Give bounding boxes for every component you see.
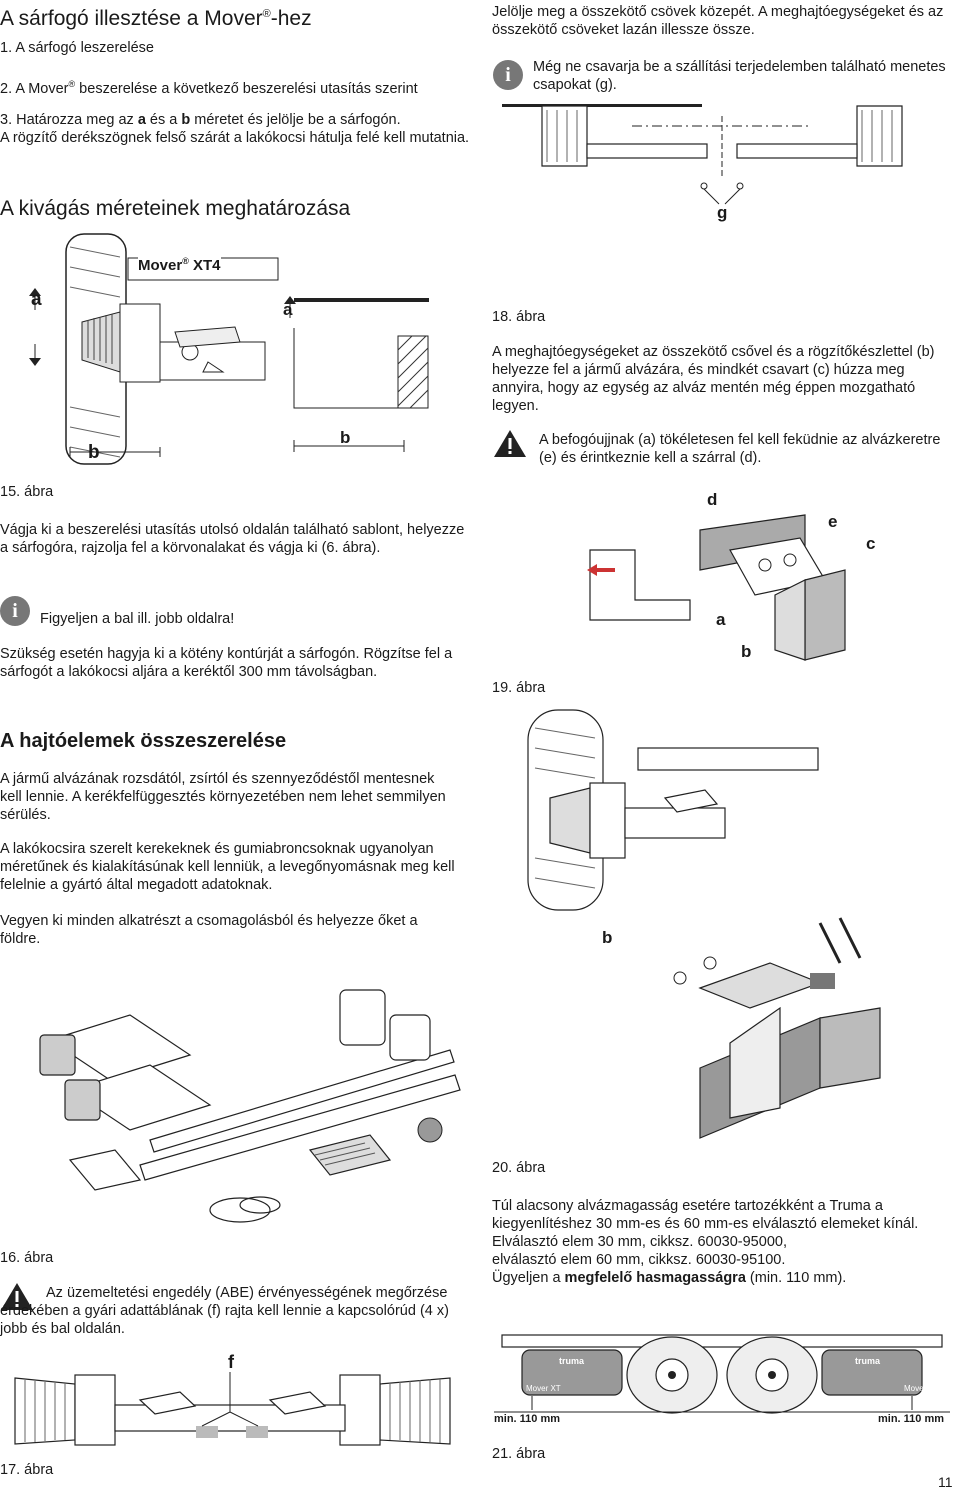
para-wheels: A lakókocsira szerelt kerekeknek és gumiabroncsoknak ugyanolyan méretűnek és kialakításúnak kell lenniük, a levegőnyomásnak meg kell felelnie a gyártó által megadott adatoknak. (0, 841, 455, 893)
figure-16-illustration (10, 980, 465, 1230)
fig19-caption: 19. ábra (492, 680, 546, 696)
fig19-label-d: d (707, 490, 718, 509)
para-low-clearance: Túl alacsony alvázmagasság esetére tartozékként a Truma a kiegyenlítéshez 30 mm-es és 60 mm-es elválasztó elemeket kínál. Elválasztó elem 30 mm, cikksz. 60030-95000, elválasztó elem 60 mm, cikksz. 60030-95100. Ügyeljen a megfelelő hasmagasságra (min. 110 mm). (492, 1198, 919, 1286)
para-apron: Szükség esetén hagyja ki a kötény kontúrját a sárfogón. Rögzítse fel a sárfogót a lakókocsi aljára a keréktől 300 mm távolságban. (0, 646, 453, 680)
page-number: 11 (938, 1474, 953, 1490)
fig21-min-left: min. 110 mm (494, 1413, 561, 1425)
fig15-label-a-left: a (31, 289, 42, 310)
info-icon: i (0, 596, 30, 626)
step-2: 2. A Mover® beszerelése a következő beszerelési utasítás szerint (0, 79, 418, 97)
heading-assembly: A hajtóelemek összeszerelése (0, 730, 287, 752)
fig17-label-f: f (228, 1352, 234, 1372)
fig15-label-b-left: b (88, 442, 100, 463)
fig15-caption: 15. ábra (0, 484, 54, 500)
figure-17-illustration (0, 1370, 470, 1460)
fig19-label-c: c (866, 534, 876, 553)
fig15-mover-label: Mover® XT4 (138, 256, 221, 274)
figure-15-illustration (0, 232, 470, 482)
fig19-label-e: e (828, 512, 838, 531)
fig21-brand-left: truma (559, 1356, 585, 1366)
fig18-label-g: g (717, 203, 728, 222)
para-parts: Vegyen ki minden alkatrészt a csomagolásból és helyezze őket a földre. (0, 913, 418, 947)
info-icon: i (493, 60, 523, 90)
step-1: 1. A sárfogó leszerelése (0, 40, 154, 56)
fig19-label-a: a (716, 610, 726, 629)
page-title: A sárfogó illesztése a Mover®-hez (0, 7, 312, 30)
fig21-caption: 21. ábra (492, 1446, 546, 1462)
note-attention: Figyeljen a bal ill. jobb oldalra! (40, 611, 235, 627)
figure-18-illustration (492, 96, 952, 206)
fig21-label-right: Mover XT (904, 1384, 939, 1393)
para-chassis: A jármű alvázának rozsdától, zsírtól és szennyeződéstől mentesnek kell lennie. A kerékfelfüggesztés környezetében nem lehet semmilyen sérülés. (0, 771, 446, 823)
warning-abe: Az üzemeltetési engedély (ABE) érvényességének megőrzése érdekében a gyári adattáblának (f) rajta kell lennie a kapcsolórúd (4 x) jobb és bal oldalán. (0, 1285, 449, 1337)
fig20-caption: 20. ábra (492, 1160, 546, 1176)
para-mark: Jelölje meg a összekötő csövek közepét. A meghajtóegységeket és az összekötő csöveket lazán illessze össze. (492, 4, 944, 38)
fig16-caption: 16. ábra (0, 1250, 54, 1266)
fig21-min-right: min. 110 mm (878, 1413, 945, 1425)
para-fix: A meghajtóegységeket az összekötő csővel és a rögzítőkészlettel (b) helyezze fel a jármű alvázára, és mindkét csavart (c) húzza meg annyira, hogy az egység az alváz mentén még éppen mozgatható legyen. (492, 344, 935, 414)
figure-20-illustration (520, 708, 900, 1148)
fig21-brand-right: truma (855, 1356, 881, 1366)
para-cut: Vágja ki a beszerelési utasítás utolsó oldalán található sablont, helyezze a sárfogóra, rajzolja fel a körvonalakat és vágja ki (6. ábra). (0, 522, 465, 556)
figure-19-illustration (575, 510, 875, 670)
fig21-label-left: Mover XT (526, 1384, 561, 1393)
note-screws: Még ne csavarja be a szállítási terjedelemben található menetes csapokat (g). (533, 59, 946, 93)
section-subtitle: A kivágás méreteinek meghatározása (0, 197, 351, 220)
warning-clamp: A befogóujjnak (a) tökéletesen fel kell feküdnie az alvázkeretre (e) és érintkeznie kell a szárral (d). (539, 432, 941, 466)
figure-21-illustration (492, 1330, 952, 1420)
fig17-caption: 17. ábra (0, 1462, 54, 1478)
fig18-caption: 18. ábra (492, 309, 546, 325)
fig15-label-b-right: b (340, 428, 351, 447)
fig15-label-a-right: a (283, 300, 293, 319)
step-3: 3. Határozza meg az a és a b méretet és jelölje be a sárfogón. A rögzítő derékszögnek felső szárát a lakókocsi hátulja felé kell mutatnia. (0, 112, 470, 146)
warning-icon (493, 428, 527, 458)
fig20-label-b: b (602, 928, 613, 947)
fig19-label-b: b (741, 642, 752, 661)
